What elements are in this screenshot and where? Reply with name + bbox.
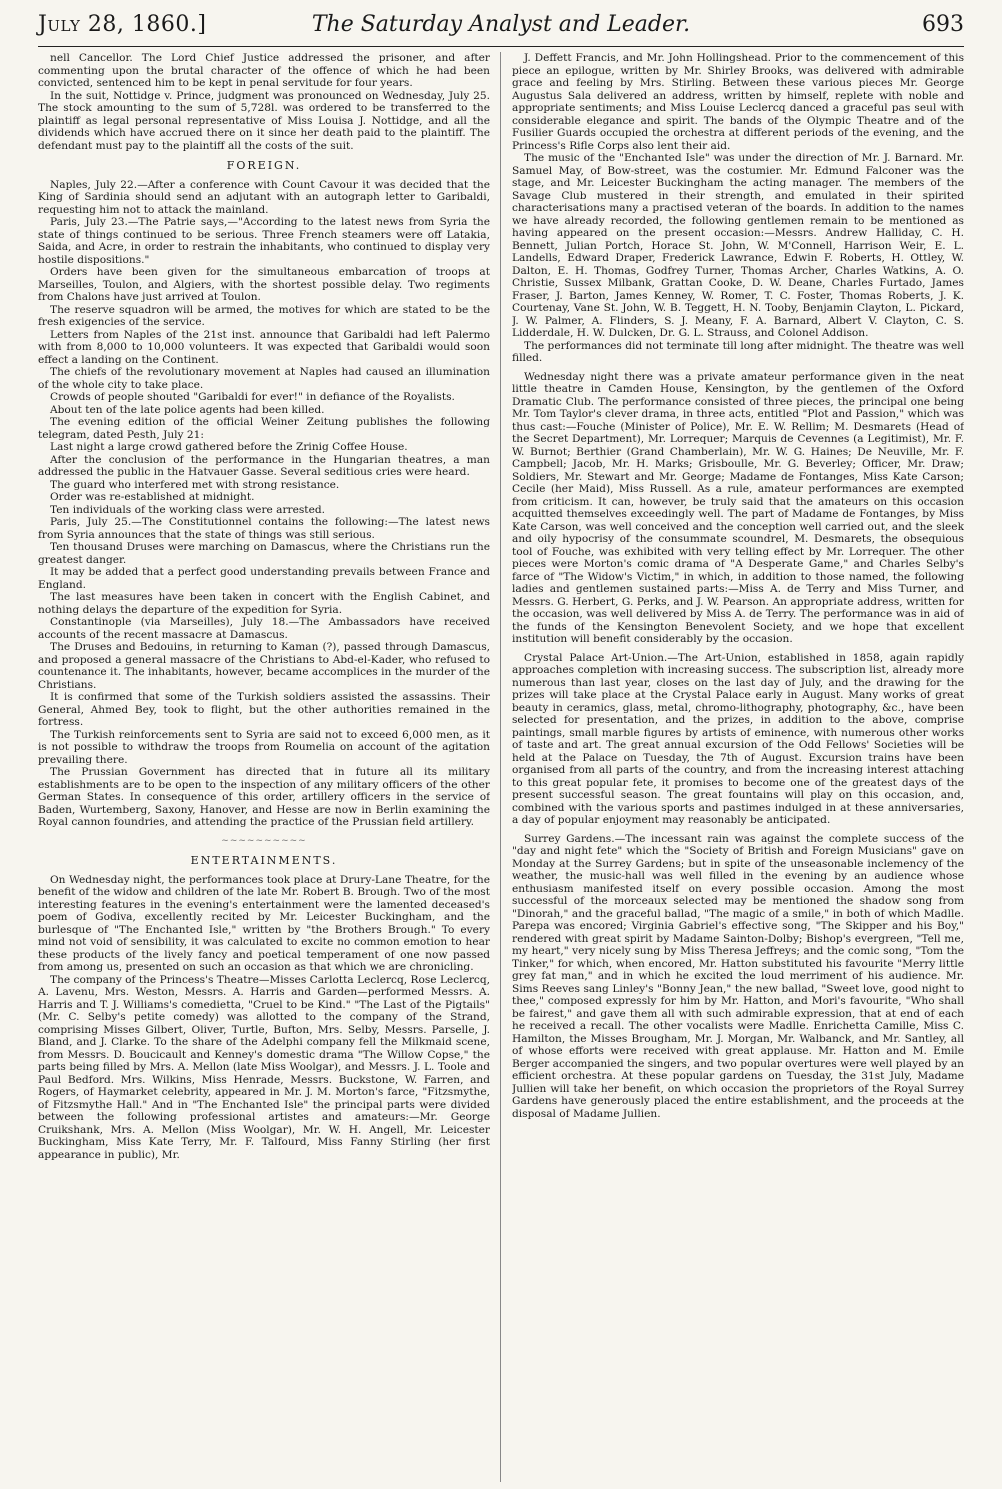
- news-item: Last night a large crowd gathered before the Zrinig Coffee House.: [50, 441, 408, 453]
- news-item: Paris, July 25.—The Constitutionnel contains the following:—The latest news from Syria announces that the state of things was still serious.: [38, 516, 490, 541]
- paragraph: On Wednesday night, the performances took place at Drury-Lane Theatre, for the benefit of the widow and children of the late Mr. Robert B. Brough. Two of the most interesting features in the evening's entertainment were the lamented deceased's poem of Godiva, excellently recited by Mr. Leicester Buckingham, and the burlesque of "The Enchanted Isle," written by "the Brothers Brough." To every mind not void of sensibility, it was calculated to excite no common emotion to hear these products of the lively fancy and poetical temperament of one now passed from among us, presented on such an occasion as that which we are chronicling.: [38, 873, 490, 973]
- news-item: The evening edition of the official Weiner Zeitung publishes the following telegram, dated Pesth, July 21:: [38, 416, 490, 441]
- news-item: Ten thousand Druses were marching on Damascus, where the Christians run the greatest danger.: [38, 541, 490, 566]
- news-item: Paris, July 23.—The Patrie says,—"According to the latest news from Syria the state of things continued to be serious. Three French steamers were off Latakia, Saida, and Acre, in order to restrain the inhabitants, who continued to display very hostile dispositions.": [38, 216, 490, 266]
- paragraph: The performances did not terminate till long after midnight. The theatre was well filled.: [512, 339, 964, 364]
- section-title-entertainments: ENTERTAINMENTS.: [190, 854, 338, 867]
- paragraph: Surrey Gardens.—The incessant rain was against the complete success of the "day and night fete" which the "Society of British and Foreign Musicians" gave on Monday at the Surrey Gardens; but in spite of the unseasonable inclemency of the weather, the music-hall was well filled in the evening by an audience whose enthusiasm manifested itself on every possible occasion. Among the most successful of the morceaux selected may be mentioned the shadow song from "Dinorah," and the graceful ballad, "The magic of a smile," in both of which Madlle. Parepa was encored; Virginia Gabriel's effective song, "The Skipper and his Boy," rendered with great spirit by Madame Sainton-Dolby; Bishop's evergreen, "Tell me, my heart," very nicely sung by Miss Theresa Jeffreys; and the comic song, "Tom the Tinker," for which, when encored, Mr. Hatton substituted his favourite "Merry little grey fat man," and in which he excited the loud merriment of his audience. Mr. Sims Reeves sang Linley's "Bonny Jean," the new ballad, "Sweet love, good night to thee," composed expressly for him by Mr. Hatton, and Mori's favourite, "Who shall be fairest," and gave them all with such admirable expression, that at end of each he received a recall. The other vocalists were Madlle. Enrichetta Camille, Miss C. Hamilton, the Misses Brougham, Mr. J. Morgan, Mr. Walbanck, and Mr. Santley, all of whose efforts were received with great applause. Mr. Hatton and M. Emile Berger accompanied the singers, and two popular overtures were well played by an efficient orchestra. At these popular gardens on Tuesday, the 31st July, Madame Jullien will take her benefit, on which occasion the proprietors of the Royal Surrey Gardens have generously placed the entire establishment, and the proceeds at the disposal of Madame Jullien.: [512, 832, 964, 1120]
- paragraph: The company of the Princess's Theatre—Misses Carlotta Leclercq, Rose Leclercq, A. Lavenu, Mrs. Weston, Messrs. A. Harris and Garden—performed Messrs. A. Harris and T. J. Williams's comedietta, "Cruel to be Kind." "The Last of the Pigtails" (Mr. C. Selby's petite comedy) was allotted to the company of the Strand, comprising Misses Gilbert, Oliver, Turtle, Bufton, Mrs. Selby, Messrs. Parselle, J. Bland, and J. Clarke. To the share of the Adelphi company fell the Milkmaid scene, from Messrs. D. Boucicault and Kenney's domestic drama "The Willow Copse," the parts being filled by Mrs. A. Mellon (late Miss Woolgar), and Messrs. J. L. Toole and Paul Bedford. Mrs. Wilkins, Miss Henrade, Messrs. Buckstone, W. Farren, and Rogers, of Haymarket celebrity, appeared in Mr. J. M. Morton's farce, "Fitzsmythe, of Fitzsmythe Hall." And in "The Enchanted Isle" the principal parts were divided between the following professional artistes and amateurs:—Mr. George Cruikshank, Mrs. A. Mellon (Miss Woolgar), Mr. W. H. Angell, Mr. Leicester Buckingham, Miss Kate Terry, Mr. F. Talfourd, Miss Fanny Stirling (her first appearance in public), Mr.: [38, 973, 490, 1161]
- paragraph: Wednesday night there was a private amateur performance given in the neat little theatre in Camden House, Kensington, by the gentlemen of the Oxford Dramatic Club. The performance consisted of three pieces, the principal one being Mr. Tom Taylor's clever drama, in three acts, entitled "Plot and Passion," which was thus cast:—Fouche (Minister of Police), Mr. E. W. Rellim; M. Desmarets (Head of the Secret Department), Mr. Lorrequer; Marquis de Cevennes (a Legitimist), Mr. F. W. Burnot; Berthier (Grand Chamberlain), Mr. W. G. Haines; De Neuville, Mr. F. Campbell; Jacob, Mr. H. Marks; Grisboulle, Mr. G. Beverley; Officer, Mr. Draw; Soldiers, Mr. Stewart and Mr. George; Madame de Fontanges, Miss Kate Carson; Cecile (her Maid), Miss Russell. As a rule, amateur performances are exempted from criticism. It can, however, be truly said that the amateurs on this occasion acquitted themselves exceedingly well. The part of Madame de Fontanges, by Miss Kate Carson, was well conceived and the conception well carried out, and the sleek and oily hypocrisy of the consummate scoundrel, M. Desmarets, the obsequious tool of Fouche, was exhibited with very telling effect by Mr. Lorrequer. The other pieces were Morton's comic drama of "A Desperate Game," and Charles Selby's farce of "The Widow's Victim," in which, in addition to those named, the following ladies and gentlemen sustained parts:—Miss A. de Terry and Miss Turner, and Messrs. G. Herbert, G. Perks, and J. W. Pearson. An appropriate address, written for the occasion, was well delivered by Miss A. de Terry. The performance was in aid of the funds of the Kensington Benevolent Society, and we hope that excellent institution will benefit considerably by the occasion.: [512, 370, 964, 645]
- foreign-news-list: [38, 179, 490, 829]
- news-item: The guard who interfered met with strong resistance.: [50, 478, 340, 491]
- news-item: Crowds of people shouted "Garibaldi for ever!" in defiance of the Royalists.: [50, 391, 455, 403]
- right-column: [512, 52, 964, 1484]
- news-item: The reserve squadron will be armed, the motives for which are stated to be the fresh exigencies of the service.: [38, 303, 490, 328]
- paragraph: Crystal Palace Art-Union.—The Art-Union, established in 1858, again rapidly approaches completion with increasing success. The subscription list, already more numerous than last year, closes on the last day of July, and the drawing for the prizes will take place at the Crystal Palace early in August. Many works of great beauty in ceramics, glass, metal, chromo-lithography, photography, &c., have been selected for presentation, and the prizes, in addition to the above, comprise paintings, small marble figures by artists of eminence, with numerous other works of taste and art. The great annual excursion of the Odd Fellows' Societies will be held at the Palace on Tuesday, the 7th of August. Excursion trains have been organised from all parts of the country, and from the increasing interest attaching to this great popular fete, it promises to become one of the greatest days of the present successful season. The great fountains will play on this occasion, and, combined with the various sports and pastimes indulged in at these anniversaries, a day of popular enjoyment may reasonably be anticipated.: [512, 651, 964, 826]
- section-title-foreign: FOREIGN.: [226, 159, 302, 172]
- news-item: The Prussian Government has directed that in future all its military establishments are to be open to the inspection of any military officers of the other German States. In consequence of this order, artillery officers in the service of Baden, Wurtemberg, Saxony, Hanover, and Hesse are now in Berlin examining the Royal cannon foundries, and attending the practice of the Prussian field artillery.: [38, 766, 490, 828]
- news-item: Letters from Naples of the 21st inst. announce that Garibaldi had left Palermo with from 8,000 to 10,000 volunteers. It was expected that Garibaldi would soon effect a landing on the Continent.: [38, 328, 490, 366]
- column-divider: [500, 52, 501, 1482]
- news-item: About ten of the late police agents had been killed.: [50, 403, 325, 416]
- page-header: [38, 6, 964, 47]
- news-item: Order was re-established at midnight.: [50, 491, 255, 503]
- news-item: The Druses and Bedouins, in returning to Kaman (?), passed through Damascus, and proposed a general massacre of the Christians to Abd-el-Kader, who refused to countenance it. The inhabitants, however, became accomplices in the murder of the Christians.: [38, 641, 490, 691]
- page-number: 693: [922, 12, 964, 37]
- news-item: Ten individuals of the working class were arrested.: [50, 503, 325, 516]
- publication-title: The Saturday Analyst and Leader.: [311, 12, 691, 37]
- news-item: The last measures have been taken in concert with the English Cabinet, and nothing delays the departure of the expedition for Syria.: [38, 591, 490, 616]
- news-item: After the conclusion of the performance in the Hungarian theatres, a man addressed the public in the Hatvauer Gasse. Several seditious cries were heard.: [38, 453, 490, 478]
- news-item: Orders have been given for the simultaneous embarcation of troops at Marseilles, Toulon, and Algiers, with the shortest possible delay. Two regiments from Chalons have just arrived at Toulon.: [38, 266, 490, 303]
- news-item: Naples, July 22.—After a conference with Count Cavour it was decided that the King of Sardinia should send an adjutant with an autograph letter to Garibaldi, requesting him not to attack the mainland.: [38, 178, 490, 216]
- paragraph: In the suit, Nottidge v. Prince, judgment was pronounced on Wednesday, July 25. The stock amounting to the sum of 5,728l. was ordered to be transferred to the plaintiff as legal personal representative of Miss Louisa J. Nottidge, and all the dividends which have accrued there on it since her death paid to the plaintiff. The defendant must pay to the plaintiff all the costs of the suit.: [38, 89, 490, 152]
- news-item: It may be added that a perfect good understanding prevails between France and England.: [38, 566, 490, 591]
- news-item: Constantinople (via Marseilles), July 18.—The Ambassadors have received accounts of the recent massacre at Damascus.: [38, 616, 490, 641]
- left-column: [38, 52, 490, 1484]
- paragraph: nell Cancellor. The Lord Chief Justice addressed the prisoner, and after commenting upon the brutal character of the offence of which he had been convicted, sentenced him to be kept in penal servitude for four years.: [38, 52, 490, 89]
- section-ornament: ~~~~~~~~~~: [221, 835, 307, 846]
- news-item: It is confirmed that some of the Turkish soldiers assisted the assassins. Their General, Ahmed Bey, took to flight, but the other authorities remained in the fortress.: [38, 691, 490, 728]
- issue-date: July 28, 1860.]: [38, 12, 207, 37]
- news-item: The chiefs of the revolutionary movement at Naples had caused an illumination of the whole city to take place.: [38, 366, 490, 391]
- news-item: The Turkish reinforcements sent to Syria are said not to exceed 6,000 men, as it is not possible to withdraw the troops from Roumelia on account of the agitation prevailing there.: [38, 728, 490, 766]
- paragraph: The music of the "Enchanted Isle" was under the direction of Mr. J. Barnard. Mr. Samuel May, of Bow-street, was the costumier. Mr. Edmund Falconer was the stage, and Mr. Leicester Buckingham the acting manager. The members of the Savage Club mustered in their strength, and emulated in their spirited characterisations many a practised veteran of the boards. In addition to the names we have already recorded, the following gentlemen remain to be mentioned as having appeared on the present occasion:—Messrs. Andrew Halliday, C. H. Bennett, Julian Portch, Horace St. John, W. M'Connell, Harrison Weir, E. L. Landells, Edward Draper, Frederick Lawrance, Edwin F. Roberts, H. Ottley, W. Dalton, E. H. Thomas, Godfrey Turner, Thomas Archer, Charles Watkins, A. O. Christie, Sussex Milbank, Grattan Cooke, D. W. Deane, Charles Furtado, James Fraser, J. Barton, James Kenney, W. Romer, T. C. Foster, Thomas Roberts, J. K. Courtenay, Vane St. John, W. B. Teggett, H. N. Tooby, Benjamin Clayton, L. Pickard, J. W. Palmer, A. Flinders, S. J. Meany, F. A. Barnard, Albert V. Clayton, C. S. Lidderdale, H. W. Dulcken, Dr. G. L. Strauss, and Colonel Addison.: [512, 152, 964, 339]
- paragraph: J. Deffett Francis, and Mr. John Hollingshead. Prior to the commencement of this piece an epilogue, written by Mr. Shirley Brooks, was delivered with admirable grace and feeling by Mrs. Stirling. Between these various pieces Mr. George Augustus Sala delivered an address, written by himself, replete with noble and appropriate sentiments; and Miss Louise Leclercq danced a graceful pas seul with considerable elegance and spirit. The bands of the Olympic Theatre and of the Fusilier Guards occupied the orchestra at different periods of the evening, and the Princess's Rifle Corps also lent their aid.: [512, 52, 964, 152]
